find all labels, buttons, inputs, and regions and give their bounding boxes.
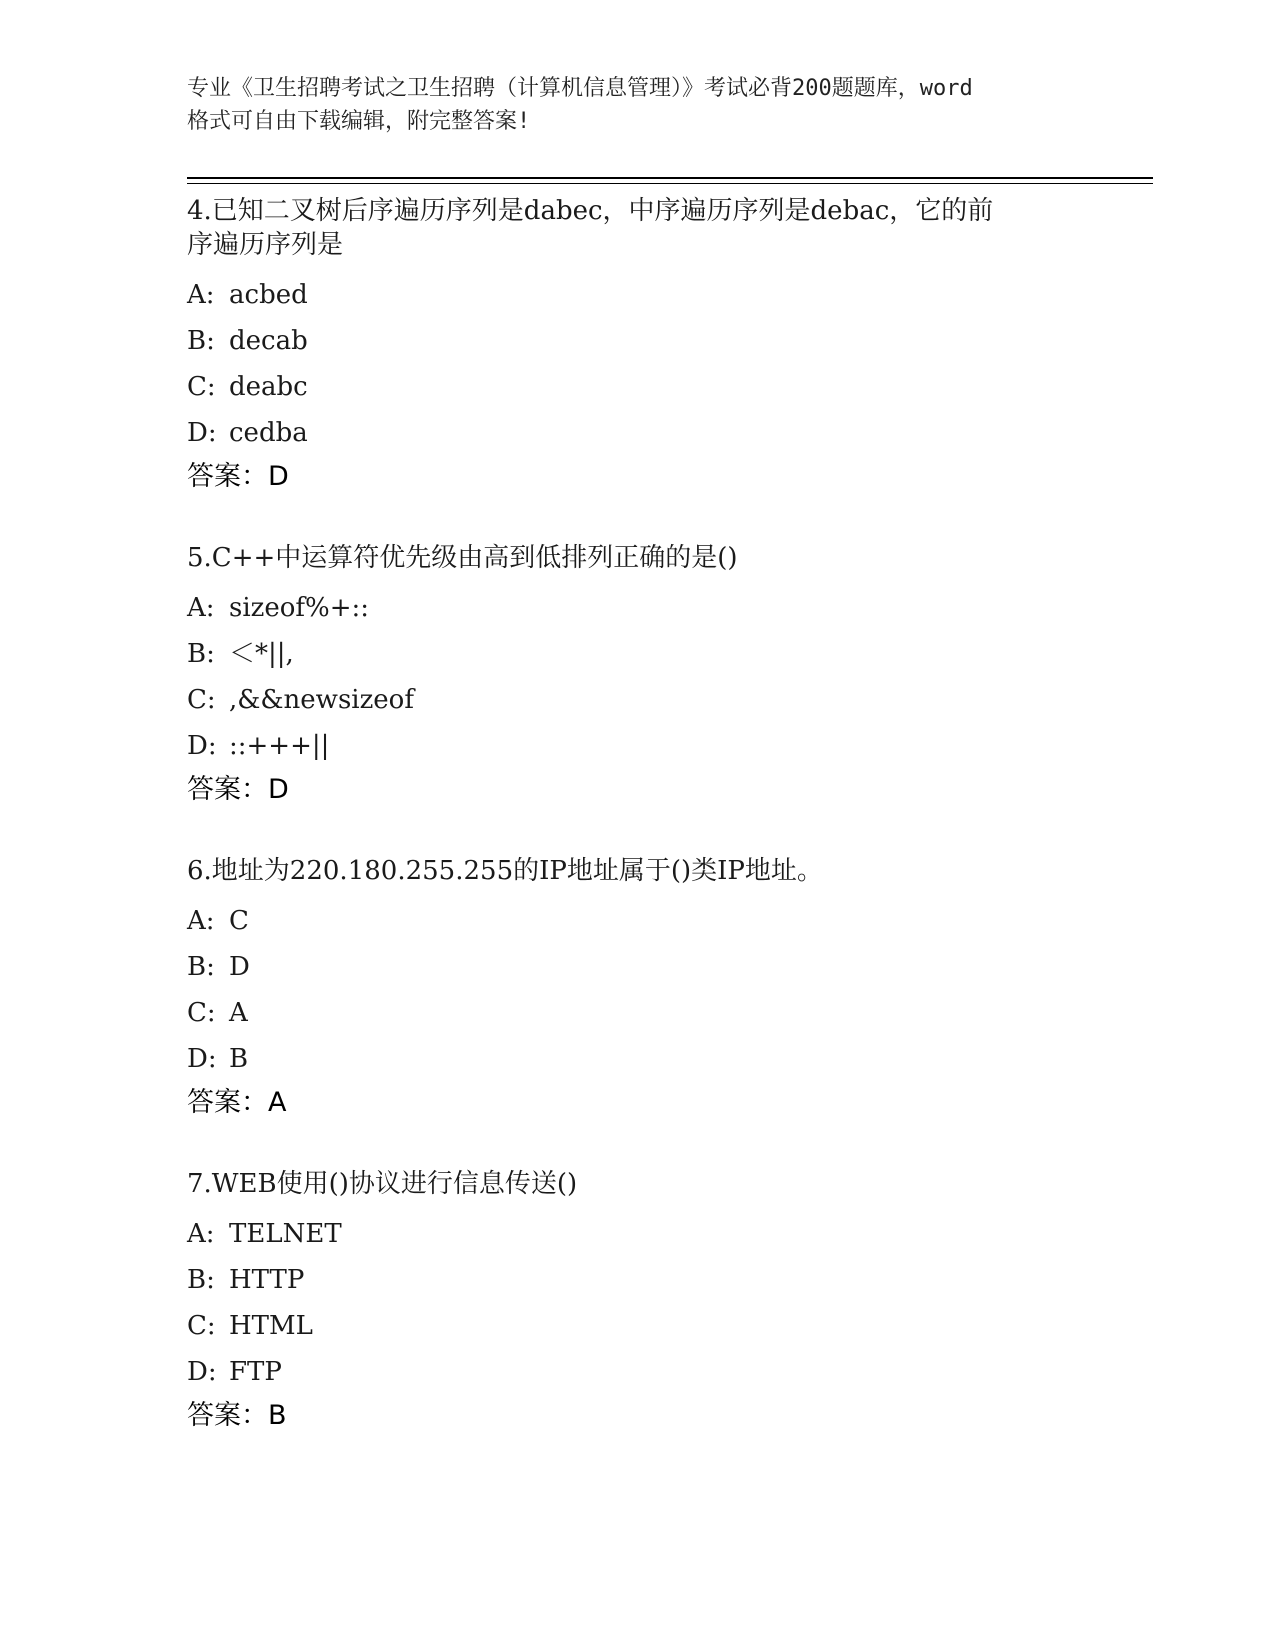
option-text: acbed: [229, 280, 308, 310]
option-key: B:: [187, 639, 215, 669]
question-7: [187, 1165, 1087, 1433]
option-a: [187, 589, 1087, 635]
option-key: B:: [187, 1265, 215, 1295]
option-text: A: [229, 998, 248, 1028]
option-key: A:: [187, 906, 215, 936]
option-text: ::+++||: [229, 731, 330, 761]
question-title-line: 4.已知二叉树后序遍历序列是dabec，中序遍历序列是debac，它的前: [187, 196, 994, 226]
option-a: [187, 276, 1087, 322]
header-line-1: 专业《卫生招聘考试之卫生招聘（计算机信息管理）》考试必背200题题库，word: [187, 76, 973, 101]
question-5: [187, 539, 1087, 807]
question-title: [187, 539, 1087, 589]
option-a: [187, 902, 1087, 948]
option-b: [187, 322, 1087, 368]
answer-line: 答案：D: [187, 774, 289, 805]
answer-line: 答案：B: [187, 1400, 287, 1431]
option-text: TELNET: [229, 1219, 342, 1249]
option-key: D:: [187, 1357, 217, 1387]
option-key: D:: [187, 1044, 217, 1074]
question-4: [187, 192, 1087, 494]
option-c: [187, 1307, 1087, 1353]
option-text: cedba: [229, 418, 308, 448]
question-list: [187, 192, 1087, 1478]
option-key: B:: [187, 326, 215, 356]
option-text: C: [229, 906, 249, 936]
option-key: A:: [187, 1219, 215, 1249]
option-key: B:: [187, 952, 215, 982]
question-title: [187, 192, 1087, 276]
header-line-2: 格式可自由下载编辑，附完整答案!: [187, 109, 531, 134]
option-key: D:: [187, 731, 217, 761]
option-text: B: [229, 1044, 249, 1074]
option-b: [187, 635, 1087, 681]
answer-line: 答案：A: [187, 1087, 287, 1118]
option-d: [187, 414, 1087, 460]
question-title-line: 6.地址为220.180.255.255的IP地址属于()类IP地址。: [187, 856, 823, 886]
question-6: [187, 852, 1087, 1120]
option-text: FTP: [229, 1357, 282, 1387]
option-text: deabc: [229, 372, 308, 402]
option-d: [187, 1353, 1087, 1399]
option-b: [187, 1261, 1087, 1307]
document-header: [187, 72, 1087, 138]
question-title-line: 序遍历序列是: [187, 230, 344, 260]
option-text: HTML: [229, 1311, 313, 1341]
option-key: A:: [187, 593, 215, 623]
option-d: [187, 727, 1087, 773]
option-text: ＜*||,: [229, 639, 294, 669]
option-b: [187, 948, 1087, 994]
header-divider-thick: [187, 177, 1153, 179]
option-c: [187, 368, 1087, 414]
question-title: [187, 1165, 1087, 1215]
option-d: [187, 1040, 1087, 1086]
option-text: HTTP: [229, 1265, 305, 1295]
option-c: [187, 994, 1087, 1040]
option-a: [187, 1215, 1087, 1261]
option-key: C:: [187, 1311, 216, 1341]
question-title: [187, 852, 1087, 902]
option-text: decab: [229, 326, 308, 356]
header-divider-thin: [187, 183, 1153, 184]
question-title-line: 7.WEB使用()协议进行信息传送(): [187, 1169, 578, 1199]
option-key: C:: [187, 998, 216, 1028]
answer-line: 答案：D: [187, 461, 289, 492]
option-key: C:: [187, 685, 216, 715]
option-key: D:: [187, 418, 217, 448]
question-title-line: 5.C++中运算符优先级由高到低排列正确的是(): [187, 543, 738, 573]
option-key: C:: [187, 372, 216, 402]
option-c: [187, 681, 1087, 727]
option-text: sizeof%+::: [229, 593, 370, 623]
option-text: ,&&newsizeof: [229, 685, 414, 715]
option-text: D: [229, 952, 250, 982]
option-key: A:: [187, 280, 215, 310]
